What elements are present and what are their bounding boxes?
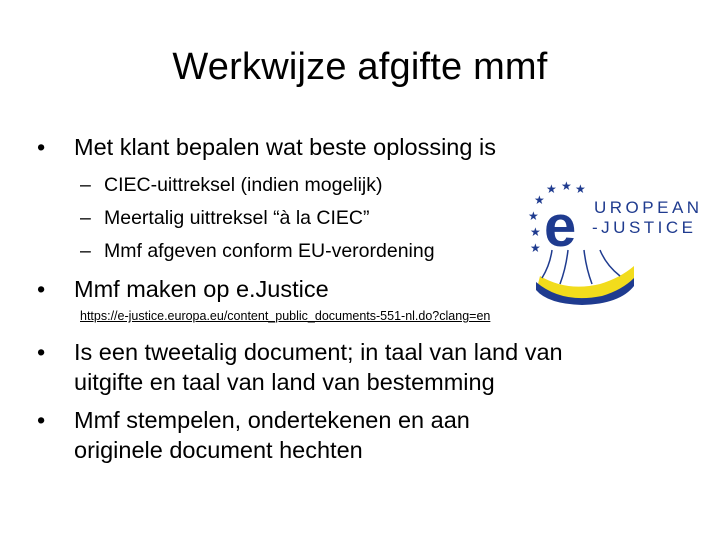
svg-text:★: ★ (534, 193, 545, 207)
sub-bullet-item-3 (80, 238, 435, 264)
bullet-text-line-1: Mmf stempelen, ondertekenen en aan (74, 407, 470, 433)
svg-text:★: ★ (530, 241, 541, 255)
bullet-marker: • (37, 339, 46, 365)
dash-marker: – (80, 174, 91, 196)
svg-text:★: ★ (575, 182, 586, 196)
logo-line-1: UROPEAN (594, 198, 703, 217)
bullet-marker: • (37, 134, 46, 160)
svg-text:★: ★ (528, 209, 539, 223)
svg-text:★: ★ (561, 180, 572, 193)
dash-marker: – (80, 207, 91, 229)
logo-line-2: -JUSTICE (592, 218, 697, 237)
bullet-marker: • (37, 407, 46, 433)
european-e-justice-logo (522, 180, 712, 305)
sub-bullet-text: Mmf afgeven conform EU-verordening (104, 240, 435, 262)
bullet-text-line-1: Is een tweetalig document; in taal van land van (74, 339, 563, 365)
bullet-text: Met klant bepalen wat beste oplossing is (74, 134, 496, 160)
slide-title: Werkwijze afgifte mmf (172, 46, 548, 88)
sub-bullet-item-2 (80, 205, 370, 231)
sub-bullet-item-1 (80, 172, 383, 198)
bullet-text-line-2: uitgifte en taal van land van bestemming (74, 369, 495, 395)
e-justice-logo-graphic (522, 180, 712, 305)
sub-bullet-text: Meertalig uittreksel “à la CIEC” (104, 207, 370, 229)
bullet-text: Mmf maken op e.Justice (74, 276, 329, 302)
e-justice-link[interactable]: https://e-justice.europa.eu/content_public_documents-551-nl.do?clang=en (80, 309, 491, 323)
bullet-marker: • (37, 276, 46, 302)
bullet-text-line-2: originele document hechten (74, 437, 363, 463)
svg-text:★: ★ (530, 225, 541, 239)
sub-bullet-text: CIEC-uittreksel (indien mogelijk) (104, 174, 383, 196)
svg-text:★: ★ (546, 182, 557, 196)
dash-marker: – (80, 240, 91, 262)
logo-letter: e (544, 194, 577, 259)
